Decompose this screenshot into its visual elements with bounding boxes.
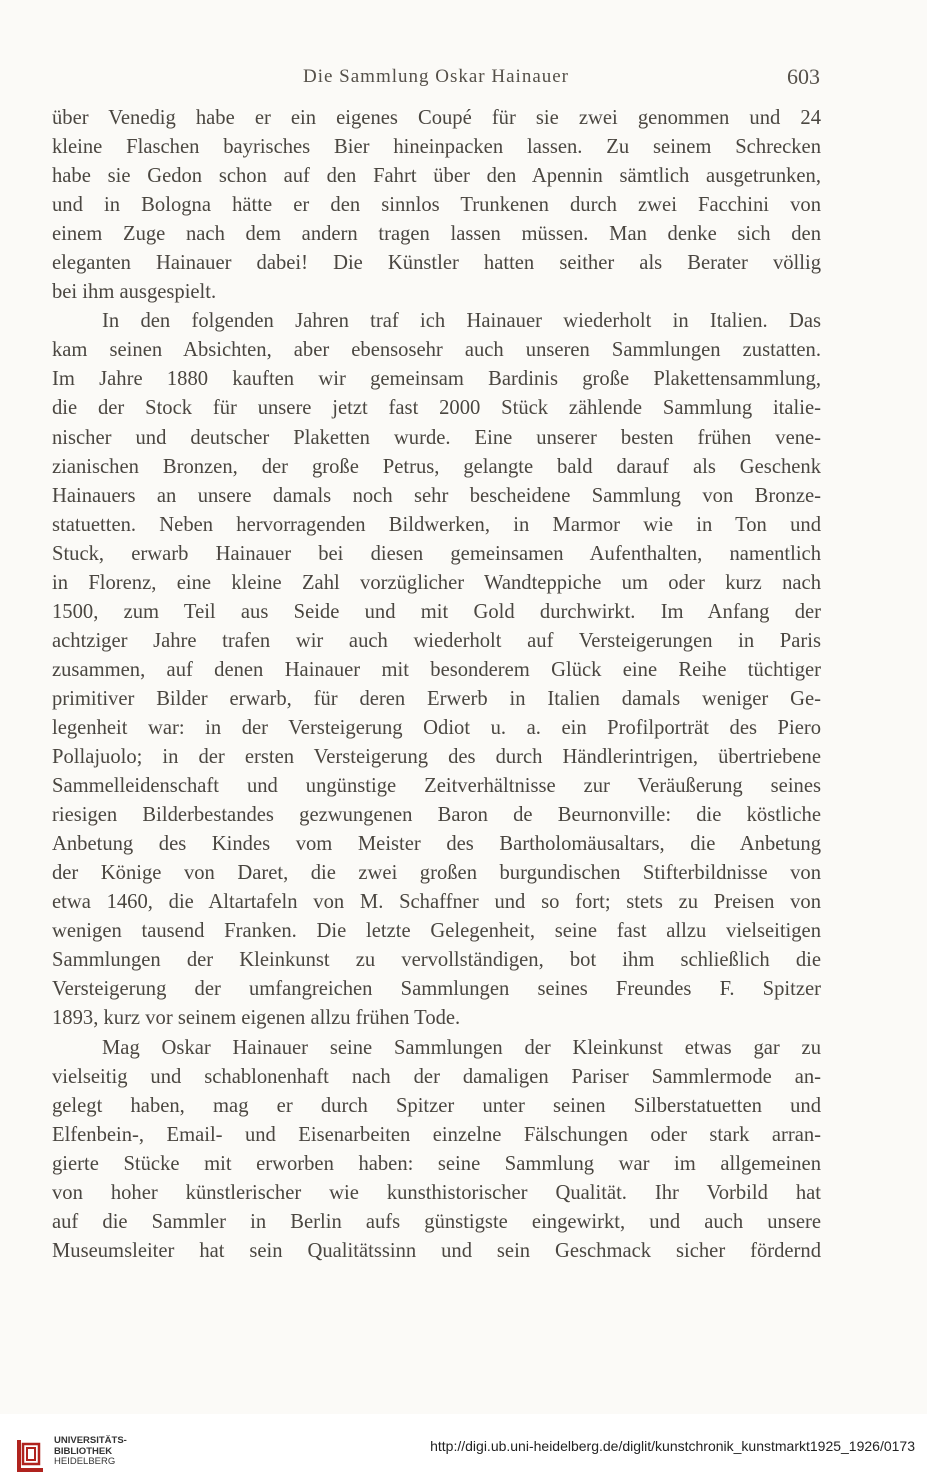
text-line: über Venedig habe er ein eigenes Coupé für sie zwei genommen und 24 bbox=[52, 107, 821, 129]
text-line: 1893, kurz vor seinem eigenen allzu frühen Tode. bbox=[52, 1007, 461, 1030]
text-line: Versteigerung der umfangreichen Sammlungen seines Freundes F. Spitzer bbox=[52, 978, 821, 1001]
text-line: Sammelleidenschaft und ungünstige Zeitverhältnisse zur Veräußerung seines bbox=[52, 775, 821, 798]
text-line: Hainauers an unsere damals noch sehr bescheidene Sammlung von Bronze- bbox=[52, 484, 821, 507]
footer-bar bbox=[0, 1414, 927, 1483]
text-line: nischer und deutscher Plaketten wurde. Eine unserer besten frühen vene- bbox=[52, 426, 821, 449]
text-line: Sammlungen der Kleinkunst zu vervollständigen, bot ihm schließlich die bbox=[52, 949, 821, 972]
library-name-line: BIBLIOTHEK bbox=[54, 1445, 113, 1457]
body-text bbox=[52, 104, 821, 1266]
text-line: Im Jahre 1880 kauften wir gemeinsam Bardinis große Plakettensammlung, bbox=[52, 368, 821, 391]
text-line: in Florenz, eine kleine Zahl vorzüglicher Wandteppiche um oder kurz nach bbox=[52, 571, 821, 594]
text-line: kam seinen Absichten, aber ebensosehr auch unseren Sammlungen zustatten. bbox=[52, 339, 821, 362]
text-line: zianischen Bronzen, der große Petrus, gelangte bald darauf als Geschenk bbox=[52, 455, 821, 478]
text-line: Anbetung des Kindes vom Meister des Bartholomäusaltars, die Anbetung bbox=[52, 833, 821, 856]
text-line: 1500, zum Teil aus Seide und mit Gold durchwirkt. Im Anfang der bbox=[52, 600, 821, 623]
text-line: der Könige von Daret, die zwei großen burgundischen Stifterbildnisse von bbox=[52, 862, 821, 885]
source-url-link[interactable]: http://digi.ub.uni-heidelberg.de/diglit/kunstchronik_kunstmarkt1925_1926/0173 bbox=[430, 1438, 915, 1454]
library-name-line: HEIDELBERG bbox=[54, 1456, 116, 1467]
text-line: vielseitig und schablonenhaft nach der damaligen Pariser Sammlermode an- bbox=[52, 1065, 821, 1088]
text-line: In den folgenden Jahren traf ich Hainauer wiederholt in Italien. Das bbox=[102, 310, 821, 333]
text-line: etwa 1460, die Altartafeln von M. Schaffner und so fort; stets zu Preisen von bbox=[52, 891, 821, 914]
page-header bbox=[52, 66, 820, 96]
text-line: von hoher künstlerischer wie kunsthistorischer Qualität. Ihr Vorbild hat bbox=[52, 1181, 821, 1204]
text-line: statuetten. Neben hervorragenden Bildwerken, in Marmor wie in Ton und bbox=[52, 513, 821, 536]
text-line: wenigen tausend Franken. Die letzte Gelegenheit, seine fast allzu vielseitigen bbox=[52, 920, 821, 943]
text-line: Mag Oskar Hainauer seine Sammlungen der Kleinkunst etwas gar zu bbox=[102, 1036, 821, 1059]
text-line: gierte Stücke mit erworben haben: seine Sammlung war im allgemeinen bbox=[52, 1152, 821, 1175]
library-name bbox=[54, 1436, 127, 1468]
text-line: Elfenbein-, Email- und Eisenarbeiten einzelne Fälschungen oder stark arran- bbox=[52, 1123, 821, 1146]
text-line: riesigen Bilderbestandes gezwungenen Baron de Beurnonville: die köstliche bbox=[52, 804, 821, 827]
text-line: eleganten Hainauer dabei! Die Künstler hatten seither als Berater völlig bbox=[52, 252, 821, 275]
text-line: habe sie Gedon schon auf den Fahrt über den Apennin sämtlich ausgetrunken, bbox=[52, 165, 821, 188]
text-line: achtziger Jahre trafen wir auch wiederholt auf Versteigerungen in Paris bbox=[52, 629, 821, 652]
text-line: kleine Flaschen bayrisches Bier hineinpacken lassen. Zu seinem Schrecken bbox=[52, 136, 821, 159]
text-line: die der Stock für unsere jetzt fast 2000 Stück zählende Sammlung italie- bbox=[52, 397, 821, 420]
running-title: Die Sammlung Oskar Hainauer bbox=[302, 66, 570, 87]
text-line: Museumsleiter hat sein Qualitätssinn und sein Geschmack sicher fördernd bbox=[52, 1239, 821, 1262]
text-line: legenheit war: in der Versteigerung Odiot u. a. ein Profilporträt des Piero bbox=[52, 716, 821, 739]
text-line: Pollajuolo; in der ersten Versteigerung des durch Händlerintrigen, übertriebene bbox=[52, 746, 821, 769]
page-number: 603 bbox=[787, 64, 820, 89]
text-line: einem Zuge nach dem andern tragen lassen müssen. Man denke sich den bbox=[52, 223, 821, 246]
library-logo-icon bbox=[14, 1436, 46, 1476]
text-line: Stuck, erwarb Hainauer bei diesen gemeinsamen Aufenthalten, namentlich bbox=[52, 542, 821, 565]
text-line: bei ihm ausgespielt. bbox=[52, 281, 217, 304]
text-line: primitiver Bilder erwarb, für deren Erwerb in Italien damals weniger Ge- bbox=[52, 687, 821, 710]
text-line: gelegt haben, mag er durch Spitzer unter seinen Silberstatuetten und bbox=[52, 1094, 821, 1117]
library-name-line: UNIVERSITÄTS- bbox=[54, 1435, 127, 1446]
text-line: auf die Sammler in Berlin aufs günstigste eingewirkt, und auch unsere bbox=[52, 1210, 821, 1233]
text-line: zusammen, auf denen Hainauer mit besonderem Glück eine Reihe tüchtiger bbox=[52, 658, 821, 681]
text-line: und in Bologna hätte er den sinnlos Trunkenen durch zwei Facchini von bbox=[52, 194, 821, 217]
